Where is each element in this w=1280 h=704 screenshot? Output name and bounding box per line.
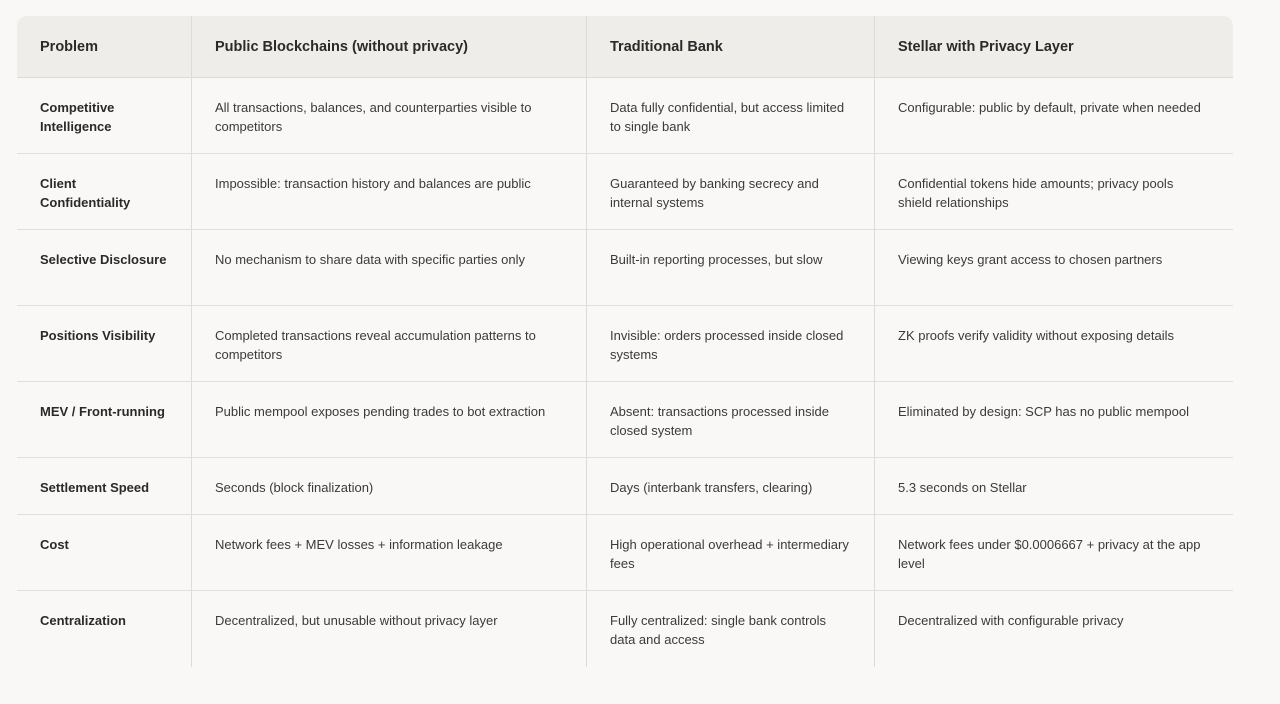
- public-blockchain-cell: Impossible: transaction history and balances are public: [191, 154, 586, 230]
- stellar-cell: Configurable: public by default, private when needed: [874, 78, 1233, 154]
- problem-cell: Client Confidentiality: [17, 154, 191, 230]
- header-row: [17, 16, 1233, 78]
- stellar-cell: Decentralized with configurable privacy: [874, 591, 1233, 667]
- problem-cell: Centralization: [40, 613, 126, 628]
- problem-cell: Selective Disclosure: [17, 230, 191, 306]
- table-row: [17, 382, 1233, 458]
- problem-cell: Settlement Speed: [17, 458, 191, 515]
- problem-cell: Competitive Intelligence: [17, 78, 191, 154]
- header-traditional-bank: Traditional Bank: [586, 16, 874, 78]
- header-stellar-privacy: Stellar with Privacy Layer: [874, 16, 1233, 78]
- public-blockchain-cell: Seconds (block finalization): [191, 458, 586, 515]
- problem-cell: MEV / Front-running: [17, 382, 191, 458]
- public-blockchain-cell: Network fees + MEV losses + information leakage: [191, 515, 586, 591]
- stellar-cell: 5.3 seconds on Stellar: [874, 458, 1233, 515]
- table-header: [17, 16, 1233, 78]
- table-row: [17, 306, 1233, 382]
- public-blockchain-cell: Decentralized, but unusable without privacy layer: [191, 591, 586, 667]
- public-blockchain-cell: Public mempool exposes pending trades to bot extraction: [191, 382, 586, 458]
- table-row: [17, 154, 1233, 230]
- traditional-bank-cell: High operational overhead + intermediary fees: [586, 515, 874, 591]
- table-row: [17, 230, 1233, 306]
- traditional-bank-cell: Built-in reporting processes, but slow: [586, 230, 874, 306]
- problem-cell: Cost: [17, 515, 191, 591]
- stellar-cell: ZK proofs verify validity without exposing details: [874, 306, 1233, 382]
- table-row: [17, 78, 1233, 154]
- traditional-bank-cell: Invisible: orders processed inside closed systems: [586, 306, 874, 382]
- public-blockchain-cell: Completed transactions reveal accumulation patterns to competitors: [191, 306, 586, 382]
- traditional-bank-cell: Fully centralized: single bank controls data and access: [586, 591, 874, 667]
- stellar-cell: Network fees under $0.0006667 + privacy at the app level: [874, 515, 1233, 591]
- header-public-blockchains: Public Blockchains (without privacy): [191, 16, 586, 78]
- header-problem: Problem: [17, 16, 191, 78]
- table-row: [17, 591, 1233, 667]
- stellar-cell: Confidential tokens hide amounts; privacy pools shield relationships: [874, 154, 1233, 230]
- traditional-bank-cell: Data fully confidential, but access limited to single bank: [586, 78, 874, 154]
- traditional-bank-cell: Guaranteed by banking secrecy and internal systems: [586, 154, 874, 230]
- table-body: [17, 78, 1233, 667]
- traditional-bank-cell: Absent: transactions processed inside closed system: [586, 382, 874, 458]
- traditional-bank-cell: Days (interbank transfers, clearing): [586, 458, 874, 515]
- problem-cell: Positions Visibility: [17, 306, 191, 382]
- stellar-cell: Eliminated by design: SCP has no public mempool: [874, 382, 1233, 458]
- public-blockchain-cell: No mechanism to share data with specific parties only: [191, 230, 586, 306]
- table-row: [17, 515, 1233, 591]
- comparison-table-container: [17, 16, 1233, 667]
- table-row: [17, 458, 1233, 515]
- comparison-table: [17, 16, 1233, 667]
- public-blockchain-cell: All transactions, balances, and counterparties visible to competitors: [191, 78, 586, 154]
- stellar-cell: Viewing keys grant access to chosen partners: [874, 230, 1233, 306]
